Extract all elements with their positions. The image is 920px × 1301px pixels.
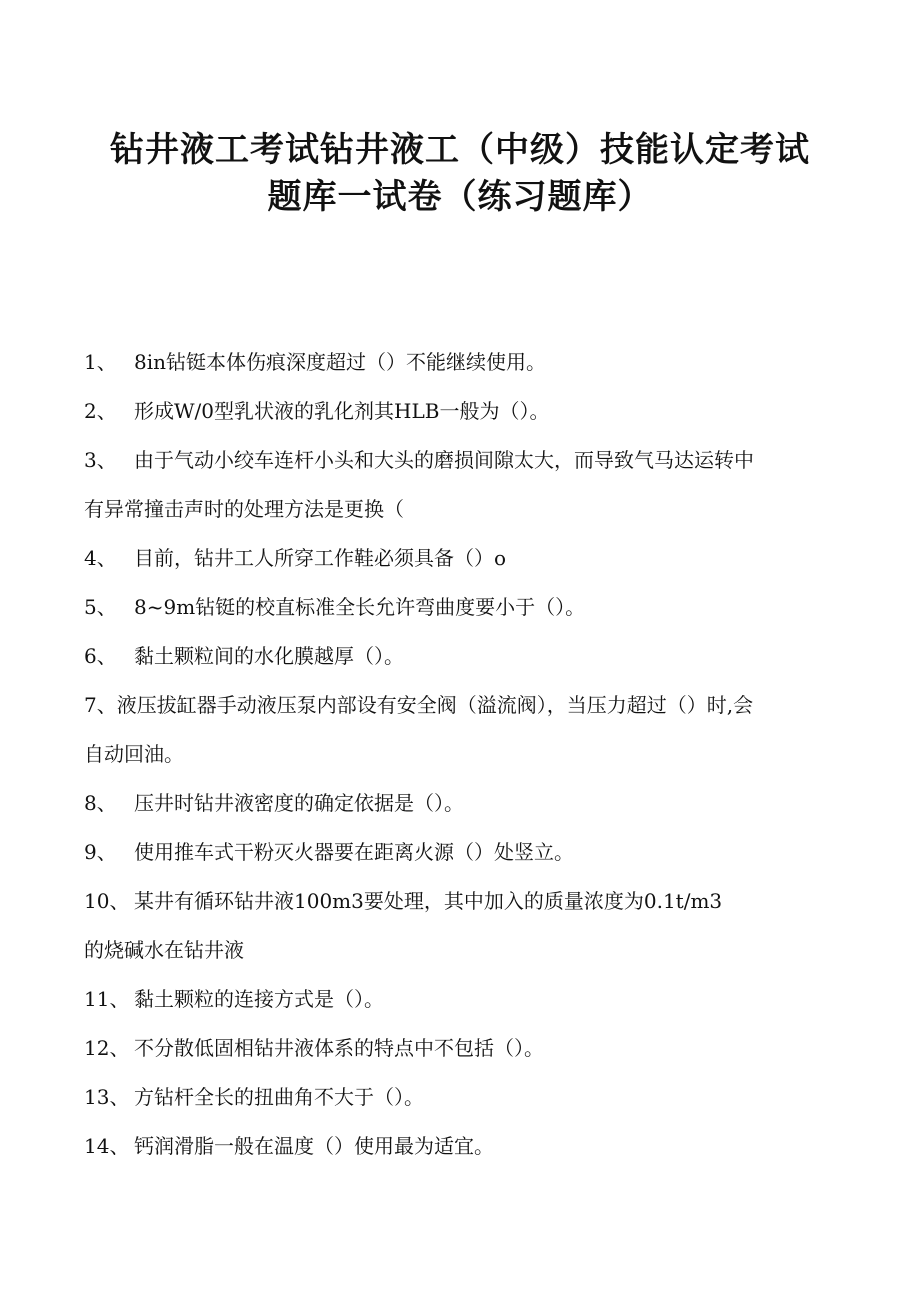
question-item: [84, 877, 824, 975]
question-list: [84, 338, 824, 1171]
question-number: 7、: [84, 693, 117, 717]
question-item: [84, 828, 824, 877]
document-title-line2: 题库一试卷（练习题库）: [267, 177, 653, 217]
question-text: 钙润滑脂一般在温度（）使用最为适宜。: [134, 1134, 494, 1158]
question-number: 4、: [84, 546, 117, 570]
question-text: 不分散低固相钻井液体系的特点中不包括（）。: [134, 1036, 544, 1060]
question-text-continuation: 有异常撞击声时的处理方法是更换（: [84, 497, 404, 521]
question-text-continuation: 自动回油。: [84, 742, 184, 766]
question-item: [84, 534, 824, 583]
question-text: 压井时钻井液密度的确定依据是（）。: [134, 791, 464, 815]
question-number: 10、: [84, 889, 130, 913]
question-text: 黏土颗粒间的水化膜越厚（）。: [134, 644, 404, 668]
question-number: 11、: [84, 987, 130, 1011]
question-text-continuation: 的烧碱水在钻井液: [84, 938, 244, 962]
question-text: 8~9m钻铤的校直标准全长允许弯曲度要小于（）。: [134, 595, 586, 619]
question-item: [84, 387, 824, 436]
question-text: 方钻杆全长的扭曲角不大于（）。: [134, 1085, 424, 1109]
question-number: 6、: [84, 644, 117, 668]
question-text: 目前，钻井工人所穿工作鞋必须具备（）o: [134, 546, 507, 570]
question-number: 1、: [84, 350, 117, 374]
question-number: 2、: [84, 399, 117, 423]
question-item: [84, 681, 824, 779]
question-number: 12、: [84, 1036, 130, 1060]
question-text: 液压拔缸器手动液压泵内部设有安全阀（溢流阀），当压力超过（）时,会: [116, 693, 754, 717]
question-text: 使用推车式干粉灭火器要在距离火源（）处竖立。: [134, 840, 574, 864]
question-item: [84, 1073, 824, 1122]
question-text: 由于气动小绞车连杆小头和大头的磨损间隙太大，而导致气马达运转中: [134, 448, 754, 472]
question-text: 某井有循环钻井液100m3要处理，其中加入的质量浓度为0.1t∕m3: [134, 889, 723, 913]
question-text: 黏土颗粒的连接方式是（）。: [134, 987, 384, 1011]
question-item: [84, 1122, 824, 1171]
question-item: [84, 632, 824, 681]
question-item: [84, 1024, 824, 1073]
question-item: [84, 583, 824, 632]
question-number: 9、: [84, 840, 117, 864]
question-number: 5、: [84, 595, 117, 619]
question-item: [84, 338, 824, 387]
question-text: 8in钻铤本体伤痕深度超过（）不能继续使用。: [134, 350, 547, 374]
question-number: 13、: [84, 1085, 130, 1109]
document-title-line1: 钻井液工考试钻井液工（中级）技能认定考试: [110, 130, 810, 170]
question-item: [84, 436, 824, 534]
question-item: [84, 975, 824, 1024]
question-item: [84, 779, 824, 828]
question-number: 3、: [84, 448, 117, 472]
question-number: 14、: [84, 1134, 130, 1158]
question-text: 形成W/0型乳状液的乳化剂其HLB一般为（）。: [134, 399, 550, 423]
question-number: 8、: [84, 791, 117, 815]
